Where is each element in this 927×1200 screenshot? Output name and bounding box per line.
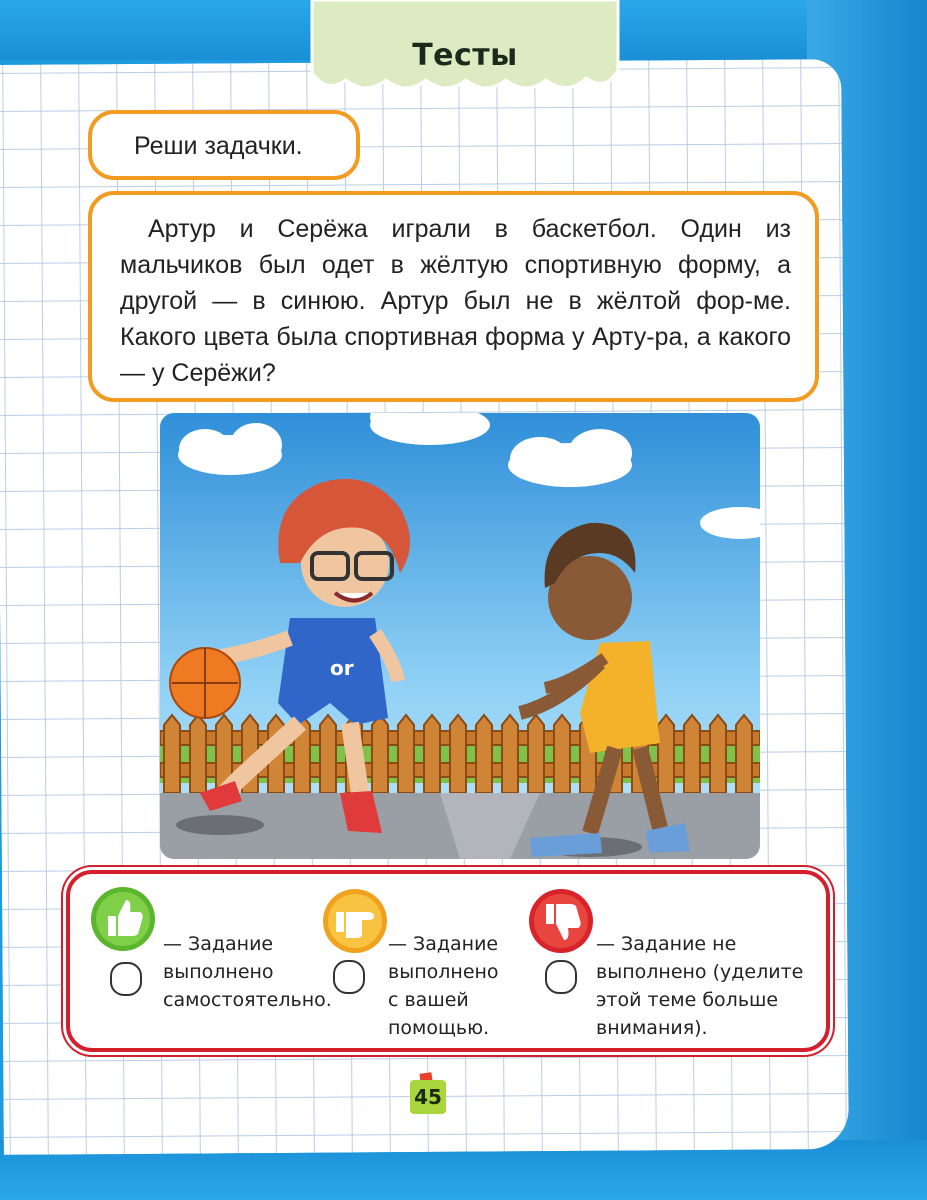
fence-post xyxy=(528,715,544,793)
fence-post xyxy=(424,715,440,793)
legend-text-with-help: — Задание выполнено с вашей помощью. xyxy=(388,933,499,1039)
fence-post xyxy=(164,715,180,793)
checkbox-not-done[interactable] xyxy=(545,960,577,994)
thumb-sideways-icon xyxy=(322,888,388,954)
thumbs-up-icon xyxy=(90,886,156,952)
fence-post xyxy=(450,715,466,793)
page-number: 45 xyxy=(410,1080,446,1114)
fence-post xyxy=(372,715,388,793)
fence-post xyxy=(476,715,492,793)
fence-post xyxy=(736,715,752,793)
instruction-text: Реши задачки. xyxy=(134,132,303,160)
instruction-box xyxy=(88,110,360,180)
task-box xyxy=(88,191,819,402)
fence-post xyxy=(320,715,336,793)
self-assessment-legend xyxy=(66,870,830,1052)
basketball-illustration xyxy=(160,413,760,859)
fence-post xyxy=(710,715,726,793)
page-title: Тесты xyxy=(412,38,518,73)
svg-text:or: or xyxy=(330,656,354,680)
fence-post xyxy=(658,715,674,793)
fence-post xyxy=(554,715,570,793)
legend-text-not-done: — Задание не выполнено (уделите этой теме больше внимания). xyxy=(596,933,804,1039)
thumbs-down-icon xyxy=(528,888,594,954)
checkbox-with-help[interactable] xyxy=(333,960,365,994)
fence-posts xyxy=(164,715,752,793)
fence-post xyxy=(684,715,700,793)
fence-post xyxy=(398,715,414,793)
fence-post xyxy=(190,715,206,793)
checkbox-independent[interactable] xyxy=(110,962,142,996)
legend-text-independent: — Задание выполнено самостоятельно. xyxy=(163,933,332,1011)
fence-post xyxy=(502,715,518,793)
task-text: Артур и Серёжа играли в баскетбол. Один из мальчиков был одет в жёлтую спортивную форму, а другой — в синюю. Артур был не в жёлтой фор-ме. Какого цвета была спортивная форма у Арту-ра, а какого — у Серёжи? xyxy=(120,215,791,387)
